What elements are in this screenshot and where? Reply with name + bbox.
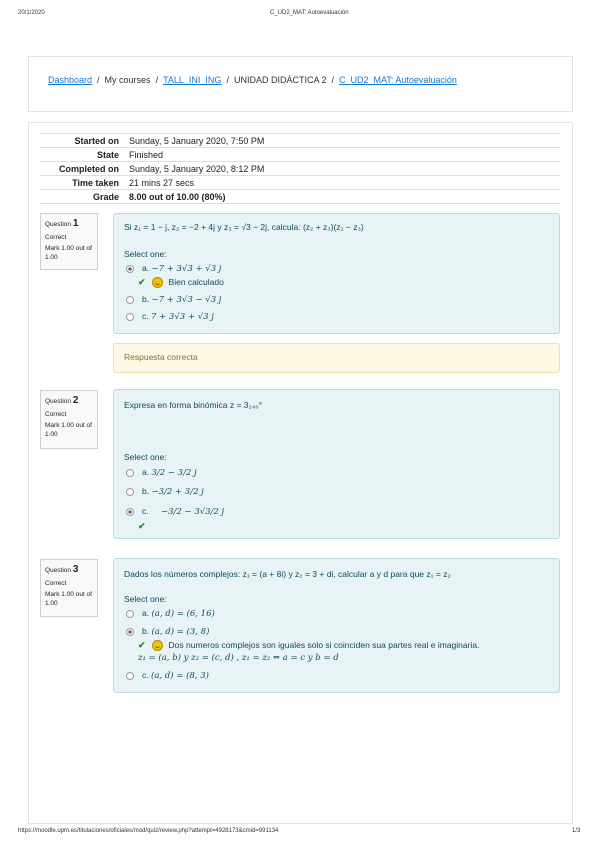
summary-value: Finished xyxy=(125,148,560,162)
option-b[interactable] xyxy=(126,486,204,497)
breadcrumb-unit[interactable]: UNIDAD DIDÁCTICA 2 xyxy=(233,75,327,85)
check-icon: ✔ xyxy=(138,277,146,287)
table-row xyxy=(40,176,560,190)
question-1-info xyxy=(40,213,98,270)
option-text: −3/2 + 3/2 j xyxy=(151,487,204,497)
summary-key: Completed on xyxy=(40,162,125,176)
smiley-icon xyxy=(152,640,163,651)
select-one-label: Select one: xyxy=(124,452,167,462)
breadcrumb-my-courses[interactable]: My courses xyxy=(104,75,151,85)
option-b[interactable] xyxy=(126,626,209,637)
breadcrumb-course-link[interactable]: TALL_INI_ING xyxy=(163,75,222,85)
option-c[interactable] xyxy=(126,670,209,681)
option-b[interactable] xyxy=(126,294,221,305)
option-c[interactable] xyxy=(126,311,214,322)
radio-button[interactable] xyxy=(126,488,134,496)
summary-value: Sunday, 5 January 2020, 7:50 PM xyxy=(125,134,560,148)
summary-key: Time taken xyxy=(40,176,125,190)
inline-feedback xyxy=(138,277,224,288)
question-1-prompt: Si z₁ = 1 − j, z₂ = −2 + 4j y z₃ = √3 − 2j, calcula: (z₂ + z₃)(z₁ − z₃) xyxy=(124,222,364,232)
summary-key: Grade xyxy=(40,190,125,204)
option-text: (a, d) = (8, 3) xyxy=(151,671,209,681)
option-a[interactable] xyxy=(126,467,197,478)
radio-button[interactable] xyxy=(126,265,134,273)
check-icon: ✔ xyxy=(138,521,146,531)
attempt-summary-table xyxy=(40,133,560,204)
question-1-box xyxy=(113,213,560,334)
grade-value: 8.00 out of 10.00 (80%) xyxy=(125,190,560,204)
table-row xyxy=(40,148,560,162)
inline-feedback xyxy=(138,521,152,532)
general-feedback: Respuesta correcta xyxy=(113,343,560,373)
option-a[interactable] xyxy=(126,263,221,274)
summary-value: 21 mins 27 secs xyxy=(125,176,560,190)
print-page-number: 1/3 xyxy=(572,828,581,834)
option-letter: c. xyxy=(142,670,149,680)
question-label: Question xyxy=(45,398,72,405)
option-letter: b. xyxy=(142,294,150,304)
question-3-info xyxy=(40,559,98,617)
table-row xyxy=(40,162,560,176)
option-letter: c. xyxy=(142,311,149,321)
radio-button[interactable] xyxy=(126,672,134,680)
option-letter: b. xyxy=(142,486,150,496)
summary-key: State xyxy=(40,148,125,162)
table-row xyxy=(40,190,560,204)
summary-value: Sunday, 5 January 2020, 8:12 PM xyxy=(125,162,560,176)
question-2-prompt: Expresa en forma binómica z = 3₂₄₀° xyxy=(124,400,263,410)
question-label: Question xyxy=(45,221,72,228)
radio-button[interactable] xyxy=(126,508,134,516)
smiley-icon xyxy=(152,277,163,288)
question-mark: Mark 1.00 out of 1.00 xyxy=(45,245,92,262)
question-3-box xyxy=(113,558,560,693)
radio-button[interactable] xyxy=(126,610,134,618)
breadcrumb: Dashboard / My courses / TALL_INI_ING / UNIDAD DIDÁCTICA 2 / C_UD2_MAT: Autoevaluación xyxy=(48,75,457,85)
question-status: Correct xyxy=(45,233,67,241)
question-number: 2 xyxy=(72,395,79,406)
question-mark: Mark 1.00 out of 1.00 xyxy=(45,422,92,439)
option-text: 3/2 − 3/2 j xyxy=(151,468,197,478)
option-text: −3/2 − 3√3/2 j xyxy=(161,507,225,517)
option-letter: b. xyxy=(142,626,150,636)
radio-button[interactable] xyxy=(126,628,134,636)
question-2-box xyxy=(113,389,560,539)
breadcrumb-dashboard-link[interactable]: Dashboard xyxy=(48,75,93,85)
select-one-label: Select one: xyxy=(124,594,167,604)
question-status: Correct xyxy=(45,579,67,587)
question-status: Correct xyxy=(45,410,67,418)
breadcrumb-quiz-link[interactable]: C_UD2_MAT: Autoevaluación xyxy=(338,75,457,85)
option-letter: a. xyxy=(142,467,150,477)
option-letter: a. xyxy=(142,263,150,273)
question-number: 1 xyxy=(72,218,79,229)
question-2-info xyxy=(40,390,98,449)
summary-key: Started on xyxy=(40,134,125,148)
radio-button[interactable] xyxy=(126,313,134,321)
table-row xyxy=(40,134,560,148)
option-text: −7 + 3√3 + √3 j xyxy=(151,264,222,274)
question-label: Question xyxy=(45,567,72,574)
option-text: −7 + 3√3 − √3 j xyxy=(151,295,222,305)
print-title: C_UD2_MAT: Autoevaluación xyxy=(270,10,349,16)
radio-button[interactable] xyxy=(126,469,134,477)
option-letter: c. xyxy=(142,506,149,516)
radio-button[interactable] xyxy=(126,296,134,304)
option-text: (a, d) = (6, 16) xyxy=(151,609,215,619)
option-text: 7 + 3√3 + √3 j xyxy=(151,312,214,322)
print-footer-url: https://moodle.upm.es/titulaciones/oficiales/mod/quiz/review.php?attempt=4928173&cmid=991134 xyxy=(18,828,279,834)
option-letter: a. xyxy=(142,608,150,618)
print-date: 20/1/2020 xyxy=(18,10,45,16)
feedback-text: Dos numeros complejos son iguales solo si coinciden sua partes real e imaginaria. xyxy=(168,640,480,650)
check-icon: ✔ xyxy=(138,640,146,650)
feedback-text: Bien calculado xyxy=(168,277,224,287)
question-mark: Mark 1.00 out of 1.00 xyxy=(45,591,92,608)
option-text: (a, d) = (3, 8) xyxy=(151,627,210,637)
option-a[interactable] xyxy=(126,608,215,619)
feedback-formula: z₁ = (a, b) y z₂ = (c, d) , z₁ = z₂ ⇔ a = c y b = d xyxy=(138,653,339,663)
question-number: 3 xyxy=(72,564,79,575)
option-c[interactable] xyxy=(126,506,224,517)
question-3-prompt: Dados los números complejos: z₁ = (a + 8i) y z₂ = 3 + di, calcular a y d para que z₁ = z₂ xyxy=(124,569,451,579)
select-one-label: Select one: xyxy=(124,249,167,259)
inline-feedback xyxy=(138,640,479,651)
